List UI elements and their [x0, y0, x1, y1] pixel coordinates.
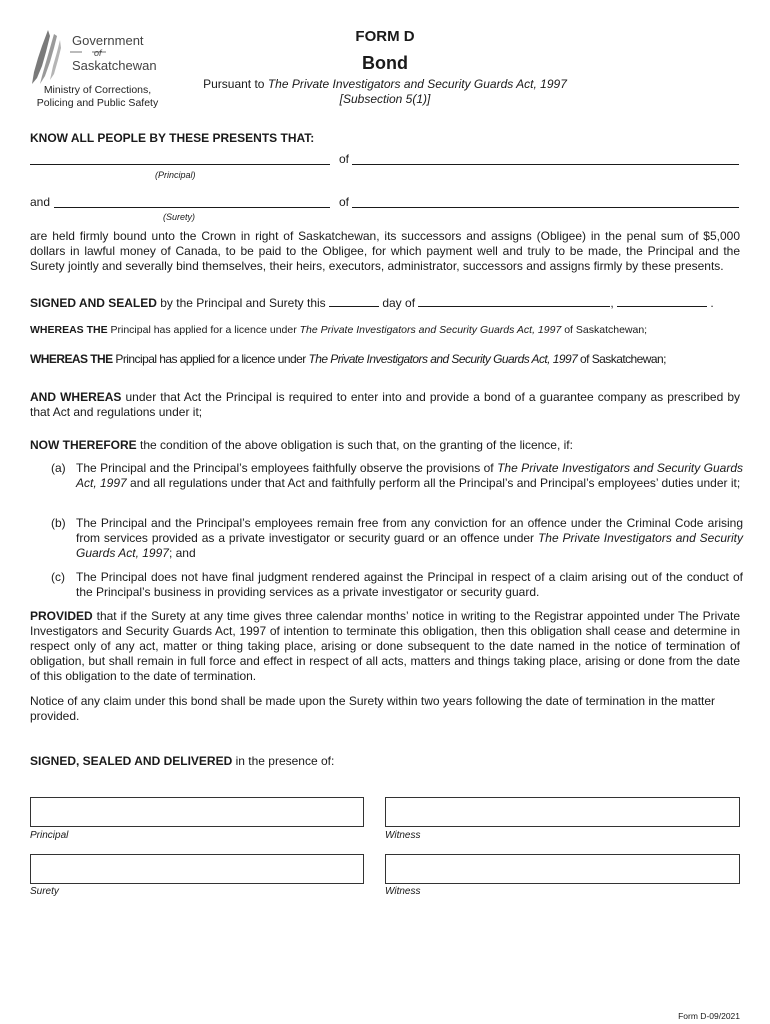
day-of-label: day of — [379, 296, 419, 310]
principal-signature-label: Principal — [30, 830, 69, 841]
and-whereas-text: under that Act the Principal is required to enter into and provide a bond of a guarantee company as prescribed by that Act and regulations under it; — [30, 390, 741, 419]
whereas-text-small: Principal has applied for a licence under — [107, 324, 300, 336]
delivered-line — [30, 754, 740, 769]
witness2-signature-label: Witness — [385, 886, 421, 897]
pursuant-prefix: Pursuant to — [203, 77, 268, 91]
condition-mark: (b) — [51, 516, 66, 530]
principal-caption: (Principal) — [155, 170, 196, 180]
condition-pre: The Principal does not have final judgment rendered against the Principal in respect of a claim arising out of the conduct of the Principal’s business in providing services as a private investigator or security guard. — [76, 570, 743, 599]
surety-name-line[interactable] — [54, 195, 330, 208]
condition-post: and all regulations under that Act and faithfully perform all the Principal’s and Principal’s employees’ duties under it; — [126, 476, 741, 490]
form-footer-id: Form D-09/2021 — [678, 1011, 740, 1021]
condition-mark: (a) — [51, 461, 66, 475]
principal-address-line[interactable] — [352, 152, 739, 165]
whereas-end: of Saskatchewan; — [577, 352, 666, 366]
surety-caption: (Surety) — [163, 212, 196, 222]
whereas-large — [30, 352, 742, 367]
whereas-bold: WHEREAS THE — [30, 352, 113, 366]
principal-signature-box[interactable] — [30, 797, 364, 827]
whereas-end-small: of Saskatchewan; — [561, 324, 648, 336]
now-therefore-paragraph — [30, 438, 740, 453]
subsection: [Subsection 5(1)] — [339, 92, 431, 106]
provided-bold: PROVIDED — [30, 609, 93, 623]
now-therefore-text: the condition of the above obligation is such that, on the granting of the licence, if: — [136, 438, 573, 452]
gov-line2: Saskatchewan — [72, 58, 157, 73]
condition-pre: The Principal and the Principal’s employees remain free from any conviction for an offence under the Criminal Code arising from services provided as a private investigator or security guard or an offence under — [76, 516, 743, 545]
year-blank[interactable] — [617, 295, 707, 307]
bound-paragraph: are held firmly bound unto the Crown in right of Saskatchewan, its successors and assigns (Obligee) in the penal sum of $5,000 dollars in lawful money of Canada, to be paid to the Obligee, for which payment well and truly to be made, the Principal and the Surety jointly and severally bind themselves, their heirs, executors, administrator, successors and assigns firmly by these presents. — [30, 229, 740, 273]
delivered-text: in the presence of: — [232, 754, 335, 768]
day-blank[interactable] — [329, 295, 379, 307]
month-blank[interactable] — [418, 295, 610, 307]
notice-paragraph: Notice of any claim under this bond shall be made upon the Surety within two years following the date of termination in the matter provided. — [30, 694, 716, 723]
whereas-act: The Private Investigators and Security Guards Act, 1997 — [308, 352, 578, 366]
witness2-signature-box[interactable] — [385, 854, 740, 884]
form-title: Bond — [362, 53, 408, 73]
form-letter: FORM D — [355, 28, 415, 45]
principal-name-line[interactable] — [30, 152, 330, 165]
condition-a — [51, 461, 743, 491]
and-label: and — [30, 195, 51, 209]
signed-sealed-bold: SIGNED AND SEALED — [30, 296, 157, 310]
whereas-bold-small: WHEREAS THE — [30, 324, 108, 336]
witness1-signature-label: Witness — [385, 830, 421, 841]
surety-of-label: of — [339, 195, 350, 209]
condition-c — [51, 570, 743, 600]
pursuant-line — [180, 77, 590, 107]
surety-address-line[interactable] — [352, 195, 739, 208]
and-whereas-paragraph — [30, 390, 740, 420]
provided-text: that if the Surety at any time gives three calendar months’ notice in writing to the Registrar appointed under The Private Investigators and Security Guards Act, 1997 of intention to terminate this obligation, then this obligation shall cease and determine in respect only of any act, matter or thing taking place, arising or done subsequent to the date named in the notice of termination of obligation, but shall remain in full force and effect in respect of all acts, matters and things taking place, arising or done from the date of this obligation to the date of termination. — [30, 609, 740, 683]
whereas-small — [30, 324, 742, 337]
know-all-heading: KNOW ALL PEOPLE BY THESE PRESENTS THAT: — [30, 131, 315, 145]
condition-post: ; and — [168, 546, 196, 560]
whereas-text: Principal has applied for a licence under — [112, 352, 309, 366]
condition-mark: (c) — [51, 570, 65, 584]
provided-paragraph — [30, 609, 740, 684]
surety-signature-box[interactable] — [30, 854, 364, 884]
delivered-bold: SIGNED, SEALED AND DELIVERED — [30, 754, 233, 768]
and-whereas-bold: AND WHEREAS — [30, 390, 122, 404]
comma-label: , — [610, 296, 614, 310]
condition-act: The Private Investigators and Security Guards Act, 1997 — [76, 461, 744, 490]
condition-act: The Private Investigators and Security Guards Act, 1997 — [76, 531, 744, 560]
ministry-name: Ministry of Corrections, Policing and Public Safety — [36, 84, 159, 109]
government-logo-text — [72, 34, 157, 73]
now-therefore-bold: NOW THEREFORE — [30, 438, 137, 452]
whereas-act-small: The Private Investigators and Security Guards Act, 1997 — [299, 324, 562, 336]
principal-of-label: of — [339, 152, 350, 166]
act-name: The Private Investigators and Security Guards Act, 1997 — [267, 77, 567, 91]
signed-sealed-text: by the Principal and Surety this — [156, 296, 329, 310]
condition-pre: The Principal and the Principal’s employees faithfully observe the provisions of — [76, 461, 498, 475]
witness1-signature-box[interactable] — [385, 797, 740, 827]
condition-b — [51, 516, 743, 561]
gov-of: of — [94, 48, 102, 58]
period-label: . — [710, 296, 714, 310]
gov-line1: Government — [72, 33, 144, 48]
surety-signature-label: Surety — [30, 886, 59, 897]
signed-sealed-line — [30, 295, 740, 311]
